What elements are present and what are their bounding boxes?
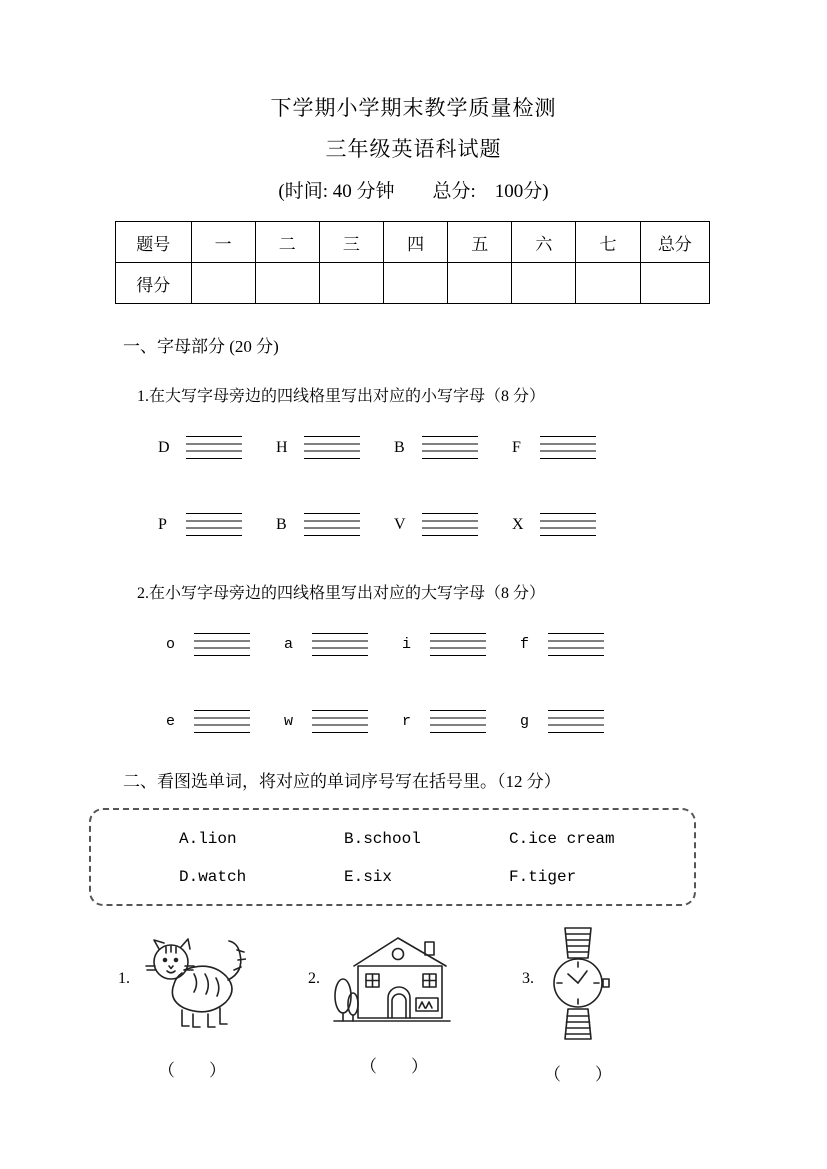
score-table: [115, 221, 710, 304]
letter-grid-group: [276, 436, 394, 459]
letter-label: g: [520, 713, 530, 730]
score-cell-empty: [640, 263, 709, 304]
four-line-writing-grid: [304, 513, 360, 536]
item-number: 3.: [522, 970, 534, 987]
score-table-header-cell: 四: [384, 222, 448, 263]
score-table-header-cell: 七: [576, 222, 640, 263]
score-cell-empty: [576, 263, 640, 304]
letter-label: a: [284, 636, 294, 653]
letter-label: V: [394, 515, 406, 533]
letter-label: H: [276, 438, 288, 456]
letter-label: X: [512, 515, 524, 533]
four-line-writing-grid: [430, 633, 486, 656]
letter-label: r: [402, 713, 412, 730]
word-option-e: E.six: [344, 868, 393, 886]
picture-column: [542, 924, 614, 1085]
four-line-writing-grid: [422, 513, 478, 536]
letter-label: f: [520, 636, 530, 653]
letter-label: e: [166, 713, 176, 730]
letter-grid-group: [512, 513, 630, 536]
answer-parentheses: （ ）: [158, 1061, 226, 1080]
four-line-writing-grid: [548, 710, 604, 733]
score-table-header-cell: 总分: [640, 222, 709, 263]
letter-label: i: [402, 636, 412, 653]
four-line-writing-grid: [186, 436, 242, 459]
four-line-writing-grid: [194, 633, 250, 656]
picture-item-3: [522, 924, 614, 1085]
score-table-header-cell: 题号: [116, 222, 192, 263]
word-option-b: B.school: [344, 830, 421, 848]
score-cell-empty: [512, 263, 576, 304]
letter-label: B: [394, 438, 405, 456]
letter-grid-group: [394, 513, 512, 536]
question1-prompt: 1.在大写字母旁边的四线格里写出对应的小写字母（8 分）: [137, 388, 546, 405]
word-option-f: F.tiger: [509, 868, 577, 886]
school-image: [328, 924, 460, 1036]
score-table-header-cell: 二: [255, 222, 319, 263]
four-line-writing-grid: [186, 513, 242, 536]
score-table-score-row: [116, 263, 710, 304]
score-cell-empty: [255, 263, 319, 304]
letter-grid-group: [520, 633, 638, 656]
four-line-writing-grid: [540, 436, 596, 459]
exam-title-line2: 三年级英语科试题: [325, 137, 502, 161]
four-line-writing-grid: [194, 710, 250, 733]
picture-item-1: [118, 924, 246, 1081]
letter-grid-group: [512, 436, 630, 459]
item-number: 1.: [118, 970, 130, 987]
letter-grid-group: [158, 513, 276, 536]
uppercase-letter-row-1: [158, 436, 827, 459]
watch-image: [542, 924, 614, 1044]
score-cell-empty: [319, 263, 383, 304]
letter-grid-group: [394, 436, 512, 459]
word-bank-row-1: [179, 830, 694, 848]
score-table-header-cell: 五: [448, 222, 512, 263]
letter-grid-group: [520, 710, 638, 733]
lowercase-letter-row-1: [166, 633, 827, 656]
score-table-header-cell: 一: [191, 222, 255, 263]
score-cell-empty: [191, 263, 255, 304]
uppercase-letter-row-2: [158, 513, 827, 536]
section-two-heading: 二、看图选单词，将对应的单词序号写在括号里。（12 分）: [123, 772, 561, 791]
picture-column: [328, 924, 460, 1077]
four-line-writing-grid: [430, 710, 486, 733]
letter-label: P: [158, 515, 167, 533]
item-number: 2.: [308, 970, 320, 987]
letter-grid-group: [402, 710, 520, 733]
score-cell-empty: [448, 263, 512, 304]
word-bank-row-2: [179, 868, 694, 886]
four-line-writing-grid: [548, 633, 604, 656]
letter-label: o: [166, 636, 176, 653]
lowercase-letter-row-2: [166, 710, 827, 733]
letter-label: D: [158, 438, 170, 456]
letter-grid-group: [284, 710, 402, 733]
answer-parentheses: （ ）: [360, 1057, 428, 1076]
score-table-header-cell: 六: [512, 222, 576, 263]
letter-grid-group: [158, 436, 276, 459]
question2-prompt: 2.在小写字母旁边的四线格里写出对应的大写字母（8 分）: [137, 585, 546, 602]
picture-item-2: [308, 924, 460, 1077]
score-cell-empty: [384, 263, 448, 304]
letter-grid-group: [284, 633, 402, 656]
letter-grid-group: [166, 633, 284, 656]
letter-grid-group: [166, 710, 284, 733]
picture-question-row: [118, 924, 827, 1085]
score-table-header-cell: 三: [319, 222, 383, 263]
answer-parentheses: （ ）: [544, 1065, 612, 1084]
tiger-image: [138, 924, 246, 1040]
letter-label: F: [512, 438, 521, 456]
letter-grid-group: [276, 513, 394, 536]
letter-label: B: [276, 515, 287, 533]
score-row-label: 得分: [116, 263, 192, 304]
word-option-c: C.ice cream: [509, 830, 615, 848]
word-option-d: D.watch: [179, 868, 247, 886]
four-line-writing-grid: [540, 513, 596, 536]
section-one-heading: 一、字母部分 (20 分): [123, 337, 279, 356]
four-line-writing-grid: [422, 436, 478, 459]
four-line-writing-grid: [312, 710, 368, 733]
four-line-writing-grid: [304, 436, 360, 459]
word-option-a: A.lion: [179, 830, 237, 848]
letter-label: w: [284, 713, 294, 730]
letter-grid-group: [402, 633, 520, 656]
four-line-writing-grid: [312, 633, 368, 656]
picture-column: [138, 924, 246, 1081]
exam-title-line1: 下学期小学期末教学质量检测: [270, 96, 557, 120]
exam-time-score-line: (时间: 40 分钟 总分: 100分): [278, 181, 549, 202]
word-bank-box: [89, 808, 696, 906]
title-block: [0, 0, 827, 203]
score-table-header-row: [116, 222, 710, 263]
